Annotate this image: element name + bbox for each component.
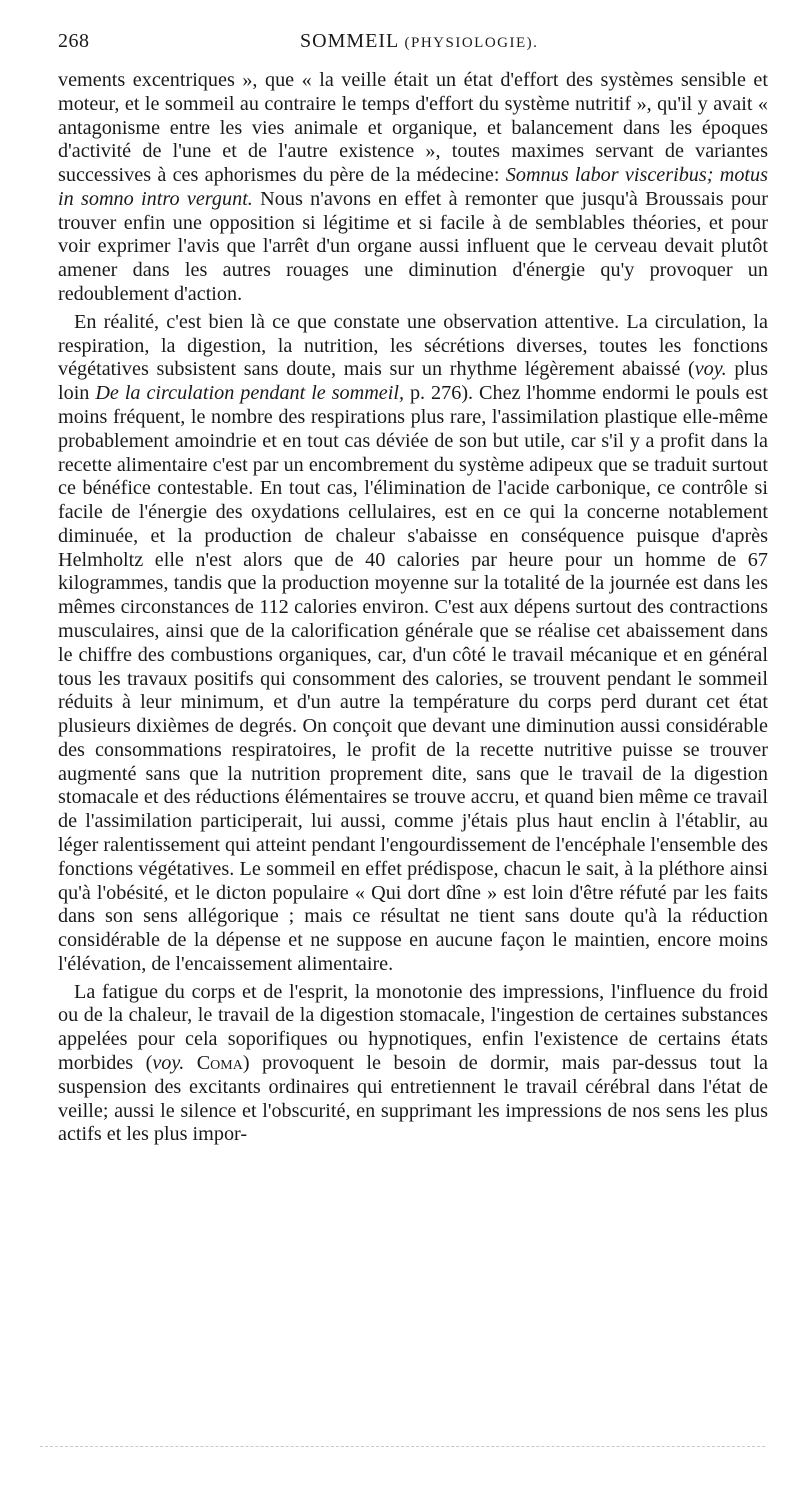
paragraph-3-text-a: La fatigue du corps et de l'esprit, la monotonie des impressions, l'influence du froid ou de la chaleur, le travail de la digestion stomacale, l'ingestion de certaines substances appelées pour cela soporifiques ou hypnotiques, enfin l'existence de certains états morbides ( <box>58 980 768 1075</box>
paragraph-1-text-a: vements excentriques », que « la veille était un état d'effort des systèmes sensible et moteur, et le sommeil au contraire le temps d'effort du système nutritif », qu'il y avait « antagonisme entre les vies animale et organique, et balancement dans les époques d'activité de l'une et de l'autre existence », toutes maximes servant de variantes successives à ces aphorismes du père de la médecine: <box>58 69 768 187</box>
body-text <box>58 69 768 1147</box>
paragraph-2-text-e: p. 276). Chez l'homme endormi le pouls est moins fréquent, le nombre des respirations plus rare, l'assimilation plastique elle-même probablement amoindrie et en tout cas déviée de son but utile, car s'il y a profit dans la recette alimentaire c'est par un encombrement du système adipeux que se traduit surtout ce bénéfice contestable. En tout cas, l'élimination de l'acide carbonique, ce contrôle si facile de l'énergie des oxydations cellulaires, est en ce qui la concerne notablement diminuée, et la production de chaleur s'abaisse en conséquence puisque d'après Helmholtz elle n'est alors que de 40 calories par heure pour un homme de 67 kilogrammes, tandis que la production moyenne sur la totalité de la journée est dans les mêmes circonstances de 112 calories environ. C'est aux dépens surtout des contractions musculaires, ainsi que de la calorification générale que se réalise cet abaissement dans le chiffre des combustions organiques, car, d'un côté le travail mécanique et en général tous les travaux positifs qui consomment des calories, se trouvent pendant le sommeil réduits à leur minimum, et d'un autre la température du corps perd durant cet état plusieurs dixièmes de degrés. On conçoit que devant une diminution aussi considérable des consommations respiratoires, le profit de la recette nutritive puisse se trouver augmenté sans que la nutrition proprement dite, sans que le travail de la digestion stomacale et des réductions élémentaires se trouve accru, et quand bien même ce travail de l'assimilation participerait, lui aussi, comme j'étais plus haut enclin à l'établir, au léger ralentissement qui atteint pendant l'engourdissement de l'encéphale l'ensemble des fonctions végétatives. Le sommeil en effet prédispose, chacun le sait, à la pléthore ainsi qu'à l'obésité, et le dicton populaire « Qui dort dîne » est loin d'être réfuté par les faits dans son sens allégorique ; mais ce résultat ne tient sans doute qu'à la réduction considérable de la dépense et ne suppose en aucune façon le maintien, encore moins l'élévation, de l'encaissement alimentaire. <box>58 382 768 975</box>
paragraph-3-text-e: ) provoquent le besoin de dormir, mais par-dessus tout la suspension des excitants ordinaires qui entretiennent le travail cérébral dans l'état de veille; aussi le silence et l'obscurité, en supprimant les impressions de nos sens les plus actifs et les plus impor- <box>58 1052 768 1146</box>
paragraph-1-text-c: Nous n'avons en effet à remonter que jusqu'à Broussais pour trouver enfin une opposition si légitime et si facile à de semblables théories, et pour voir exprimer l'avis que l'arrêt d'un organe aussi influent que le cerveau devait plutôt amener dans les autres rouages une diminution d'énergie qu'y provoquer un redoublement d'action. <box>58 187 768 306</box>
voy-reference: voy. <box>152 1052 185 1075</box>
coma-reference: Coma <box>196 1052 243 1075</box>
paragraph-3-text-c <box>184 1052 196 1074</box>
running-head-subtitle: (PHYSIOLOGIE). <box>404 35 539 51</box>
paragraph-2-text-a: En réalité, c'est bien là ce que constate une observation attentive. La circulation, la respiration, la digestion, la nutrition, les sécrétions diverses, toutes les fonctions végétatives subsistent sans doute, mais sur un rhythme légèrement abaissé ( <box>58 310 768 381</box>
paragraph-2 <box>58 311 768 977</box>
cross-reference-title: De la circulation pendant le sommeil, <box>95 382 405 405</box>
paragraph-3 <box>58 981 768 1147</box>
page-header <box>58 30 768 60</box>
running-head <box>300 30 538 53</box>
paragraph-2-text-c: plus loin <box>58 358 768 405</box>
running-head-title: SOMMEIL <box>300 30 399 52</box>
paragraph-1 <box>58 69 768 307</box>
voy-reference: voy. <box>694 358 727 381</box>
latin-aphorism: Somnus labor visceribus; motus in somno intro vergunt. <box>58 164 768 210</box>
page-number: 268 <box>58 30 90 52</box>
bottom-rule <box>40 1446 765 1447</box>
